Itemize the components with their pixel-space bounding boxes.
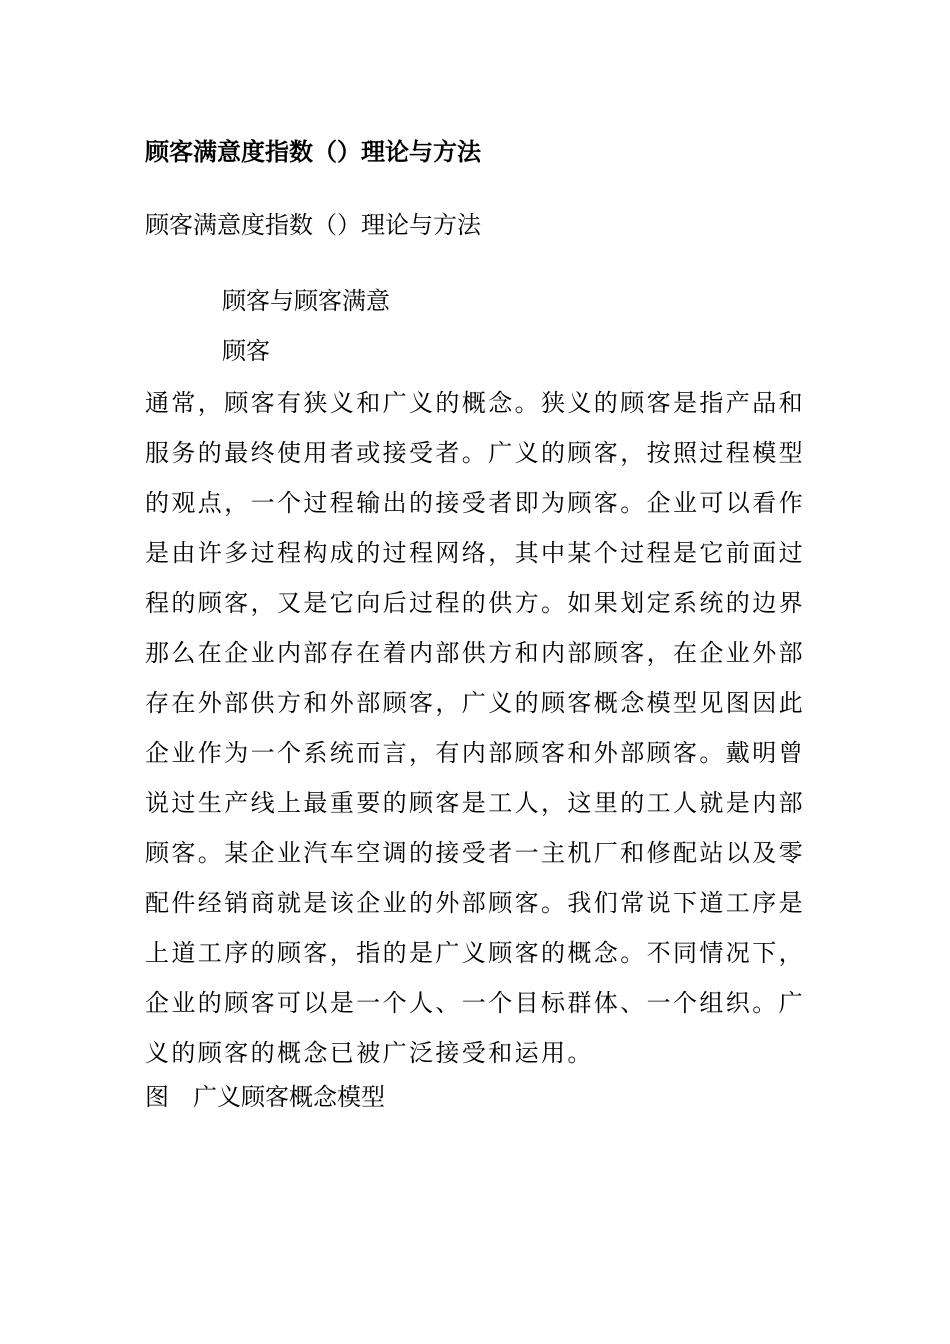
figure-caption: 图 广义顾客概念模型 — [145, 1083, 385, 1111]
body-line: 通常，顾客有狭义和广义的概念。狭义的顾客是指产品和 — [145, 389, 805, 417]
body-line: 企业的顾客可以是一个人、一个目标群体、一个组织。广 — [145, 989, 805, 1017]
body-line: 服务的最终使用者或接受者。广义的顾客，按照过程模型 — [145, 439, 805, 467]
document-title: 顾客满意度指数（）理论与方法 — [145, 138, 481, 166]
body-line: 义的顾客的概念已被广泛接受和运用。 — [145, 1039, 594, 1067]
body-line: 是由许多过程构成的过程网络，其中某个过程是它前面过 — [145, 539, 805, 567]
body-line: 顾客。某企业汽车空调的接受者一主机厂和修配站以及零 — [145, 839, 805, 867]
body-line: 企业作为一个系统而言，有内部顾客和外部顾客。戴明曾 — [145, 739, 805, 767]
body-line: 说过生产线上最重要的顾客是工人，这里的工人就是内部 — [145, 789, 805, 817]
body-line: 配件经销商就是该企业的外部顾客。我们常说下道工序是 — [145, 889, 805, 917]
subsection-heading: 顾客 — [222, 337, 270, 365]
body-paragraph — [145, 378, 805, 1078]
body-line: 程的顾客，又是它向后过程的供方。如果划定系统的边界 — [145, 589, 805, 617]
body-line: 存在外部供方和外部顾客，广义的顾客概念模型见图因此 — [145, 689, 805, 717]
body-line: 那么在企业内部存在着内部供方和内部顾客，在企业外部 — [145, 639, 805, 667]
body-line: 的观点，一个过程输出的接受者即为顾客。企业可以看作 — [145, 489, 805, 517]
body-line: 上道工序的顾客，指的是广义顾客的概念。不同情况下， — [145, 939, 805, 967]
section-heading: 顾客与顾客满意 — [222, 287, 390, 315]
document-subtitle: 顾客满意度指数（）理论与方法 — [145, 211, 481, 239]
